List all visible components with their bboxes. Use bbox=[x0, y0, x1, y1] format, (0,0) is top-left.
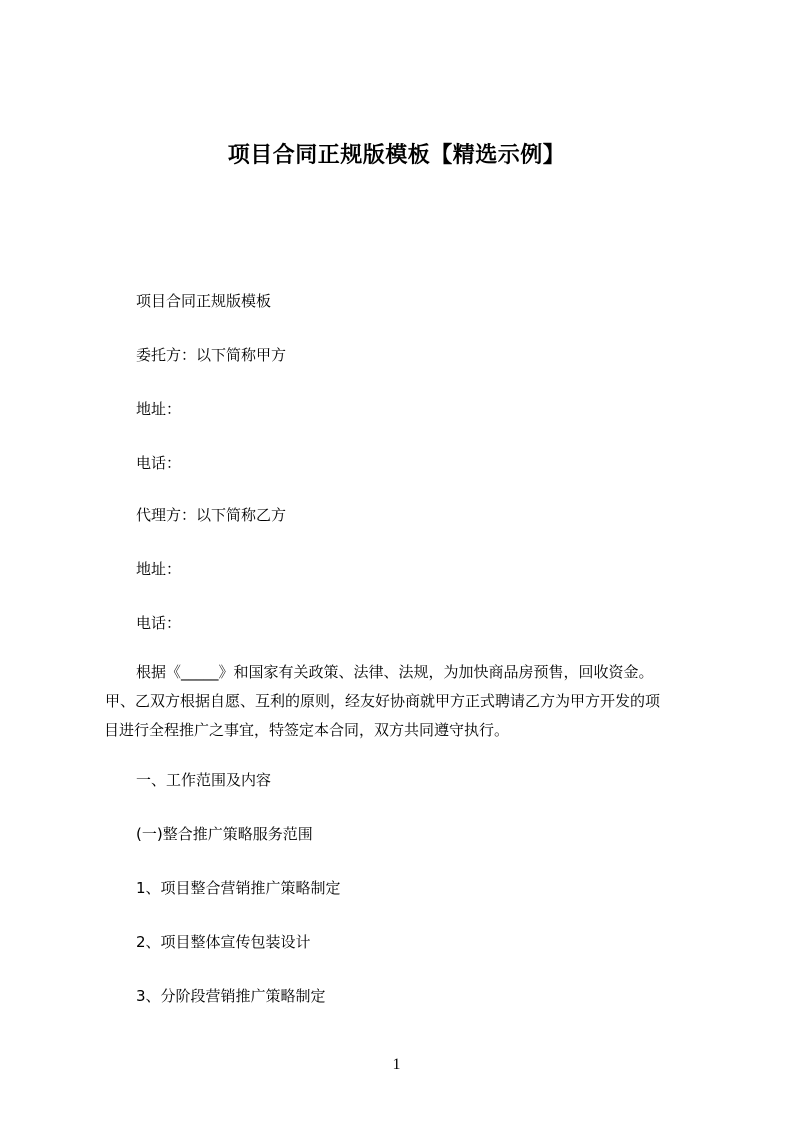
agent-phone-line: 电话： bbox=[136, 614, 182, 632]
list-item: 1、项目整合营销推广策略制定 bbox=[136, 879, 341, 897]
page-number: 1 bbox=[392, 1056, 401, 1073]
intro-paragraph-line-3: 目进行全程推广之事宜，特签定本合同，双方共同遵守执行。 bbox=[104, 721, 510, 739]
agent-line: 代理方：以下简称乙方 bbox=[136, 506, 287, 524]
intro-paragraph-line-1: 根据《_____》和国家有关政策、法律、法规，为加快商品房预售，回收资金。 bbox=[136, 663, 654, 681]
client-line: 委托方：以下简称甲方 bbox=[136, 346, 287, 364]
subsection-heading: (一)整合推广策略服务范围 bbox=[136, 825, 313, 843]
intro-paragraph bbox=[104, 658, 710, 745]
document-title: 项目合同正规版模板【精选示例】 bbox=[227, 143, 566, 168]
agent-address-line: 地址： bbox=[136, 560, 182, 578]
client-phone-line: 电话： bbox=[136, 454, 182, 472]
intro-paragraph-line-2: 甲、乙双方根据自愿、互利的原则，经友好协商就甲方正式聘请乙方为甲方开发的项 bbox=[105, 692, 661, 710]
list-item: 3、分阶段营销推广策略制定 bbox=[136, 987, 326, 1005]
client-address-line: 地址： bbox=[136, 400, 182, 418]
list-item: 2、项目整体宣传包装设计 bbox=[136, 933, 311, 951]
subtitle-line: 项目合同正规版模板 bbox=[136, 292, 272, 310]
section-heading: 一、工作范围及内容 bbox=[136, 771, 272, 789]
